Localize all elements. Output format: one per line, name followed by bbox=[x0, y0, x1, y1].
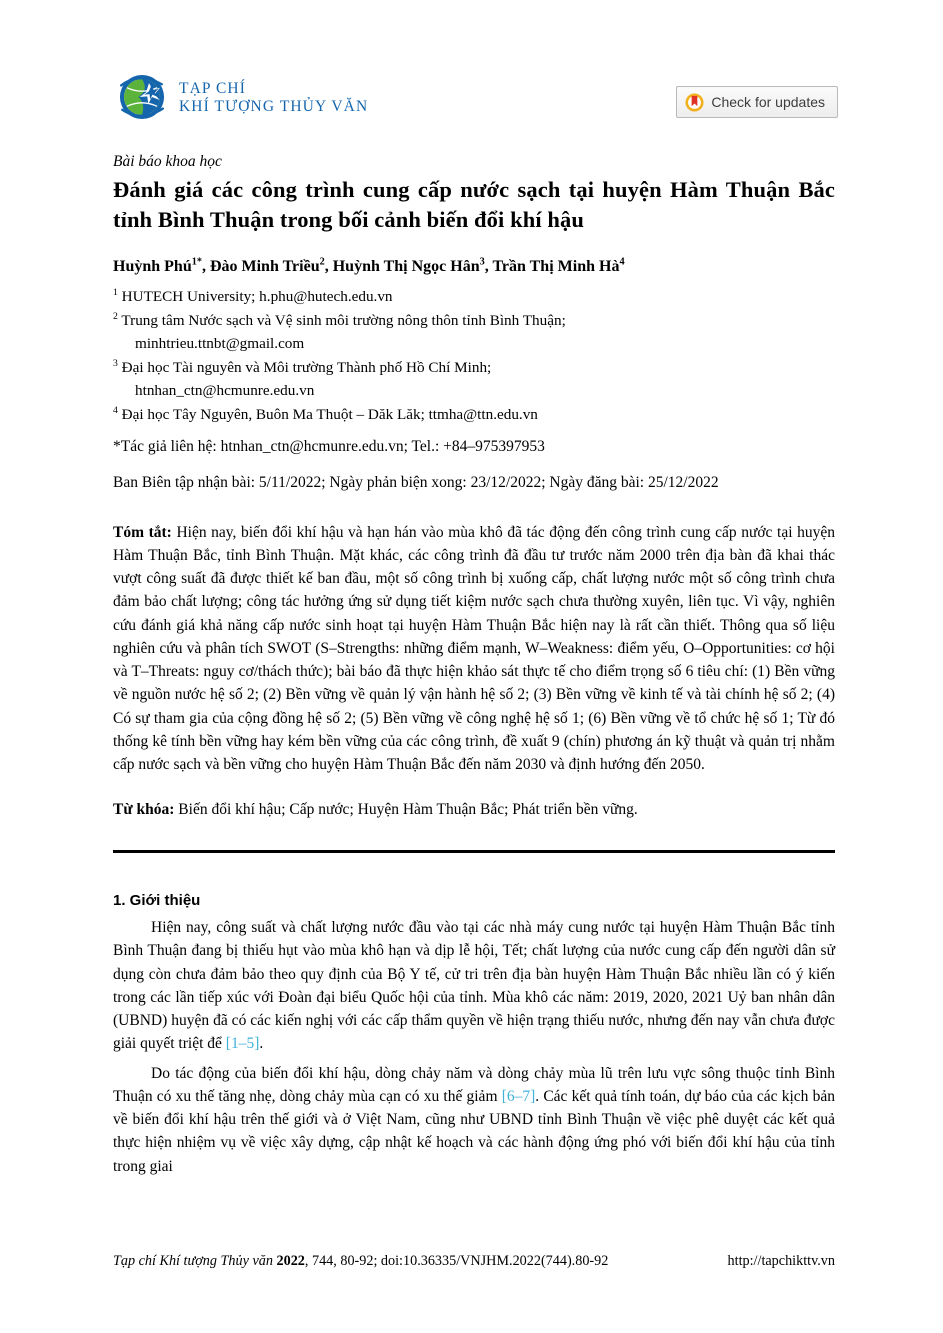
page-footer bbox=[113, 1253, 835, 1270]
affiliation-2-text: Trung tâm Nước sạch và Vệ sinh môi trường nông thôn tỉnh Bình Thuận; bbox=[121, 311, 566, 329]
abstract-text: Hiện nay, biến đổi khí hậu và hạn hán vào mùa khô đã tác động đến công trình cung cấp nước tại huyện Hàm Thuận Bắc, tỉnh Bình Thuận. Mặt khác, các công trình đã đầu tư trước năm 2000 trên địa bàn đã khai thác vượt công suất đã được thiết kế ban đầu, một số công trình bị xuống cấp, chất lượng nước một số công trình chưa đảm bảo chất lượng; công tác hưởng ứng sử dụng tiết kiệm nước sạch chưa thường xuyên, liên tục. Vì vậy, nghiên cứu đánh giá khả năng cấp nước sinh hoạt tại huyện Hàm Thuận Bắc hiện nay là rất cần thiết. Thông qua số liệu nghiên cứu và phân tích SWOT (S–Strengths: những điểm mạnh, W–Weakness: điểm yếu, O–Opportunities: cơ hội và T–Threats: nguy cơ/thách thức); bài báo đã thực hiện khảo sát thực tế cho điểm trọng số 6 tiêu chí: (1) Bền vững về nguồn nước hệ số 2; (2) Bền vững về quản lý vận hành hệ số 2; (3) Bền vững về kinh tế và tài chính hệ số 2; (4) Có sự tham gia của cộng đồng hệ số 2; (5) Bền vững về công nghệ hệ số 1; (6) Bền vững về tổ chức hệ số 1; Từ đó thống kê tính bền vững hay kém bền vững của các công trình, đề xuất 9 (chín) phương án kỹ thuật và quản trị nhằm cấp nước sạch và bền vững cho huyện Hàm Thuận Bắc đến năm 2030 và định hướng đến 2050. bbox=[113, 523, 835, 774]
check-for-updates-button[interactable] bbox=[676, 86, 838, 118]
intro-paragraph-1-text: Hiện nay, công suất và chất lượng nước đầu vào tại các nhà máy cung nước tại huyện Hàm Thuận Bắc tỉnh Bình Thuận đang bị thiếu hụt vào mùa khô hạn và dịp lễ hội, Tết; chất lượng của nước cung cấp đến người dân sử dụng còn chưa đảm bảo theo quy định của Bộ Y tế, cử tri trên địa bàn huyện Hàm Thuận Bắc nhiều lần có ý kiến trong các lần tiếp xúc với Đoàn đại biểu Quốc hội của tỉnh. Mùa khô các năm: 2019, 2020, 2021 Uỷ ban nhân dân (UBND) huyện đã có các kiến nghị với các cấp thẩm quyền về hiện trạng thiếu nước, nhưng đến nay vẫn chưa được giải quyết triệt để bbox=[113, 919, 835, 1053]
footer-journal-name: Tạp chí Khí tượng Thủy văn bbox=[113, 1253, 277, 1269]
author-3-marker: 3 bbox=[479, 256, 485, 268]
journal-name-line1: TẠP CHÍ bbox=[179, 79, 246, 97]
title-line-2: Thuận Bắc tỉnh Bình Thuận trong bối cảnh biến đổi khí hậu bbox=[113, 177, 835, 233]
corresponding-author: *Tác giả liên hệ: htnhan_ctn@hcmunre.edu.vn; Tel.: +84–975397953 bbox=[113, 438, 545, 456]
affiliation-4-marker: 4 bbox=[113, 404, 118, 416]
affiliation-3 bbox=[113, 357, 835, 379]
section-heading-introduction: 1. Giới thiệu bbox=[113, 891, 201, 909]
footer-citation bbox=[113, 1253, 608, 1270]
abstract bbox=[113, 521, 835, 777]
affiliation-2 bbox=[113, 310, 835, 332]
journal-brand bbox=[113, 68, 368, 126]
footer-year: 2022 bbox=[276, 1253, 305, 1269]
affiliation-1-text: HUTECH University; h.phu@hutech.edu.vn bbox=[121, 288, 393, 306]
intro-paragraph-1-tail: . bbox=[259, 1035, 264, 1053]
author-4-name: Trần Thị Minh Hà bbox=[492, 258, 620, 276]
journal-name-line2: KHÍ TƯỢNG THỦY VĂN bbox=[179, 98, 369, 115]
affiliation-3-email: htnhan_ctn@hcmunre.edu.vn bbox=[135, 382, 315, 400]
author-sep-3: , bbox=[484, 258, 493, 276]
author-3-name: Huỳnh Thị Ngọc Hân bbox=[332, 258, 480, 276]
globe-logo-icon bbox=[113, 68, 171, 126]
page-title bbox=[113, 175, 835, 235]
author-1-name: Huỳnh Phú bbox=[113, 258, 192, 276]
keywords-text: Biến đổi khí hậu; Cấp nước; Huyện Hàm Thuận Bắc; Phát triển bền vững. bbox=[174, 801, 638, 819]
intro-paragraph-1 bbox=[113, 916, 835, 1056]
journal-name bbox=[179, 78, 368, 117]
abstract-label: Tóm tắt: bbox=[113, 523, 172, 541]
intro-paragraph-2 bbox=[113, 1062, 835, 1178]
affiliation-4 bbox=[113, 404, 835, 426]
author-4-marker: 4 bbox=[619, 256, 625, 268]
article-type-kicker: Bài báo khoa học bbox=[113, 153, 222, 170]
author-1-marker: 1* bbox=[191, 256, 202, 268]
intro-paragraph-2-tail: . Các kết quả tính toán, dự báo của các kịch bản về biến đổi khí hậu trên thế giới và ở Việt Nam, cũng như UBND tỉnh Bình Thuận về việc phê duyệt các kết quả thực hiện nhiệm vụ về việc xây dựng, cập nhật kế hoạch và các hành động ứng phó với biến đổi khí hậu của tỉnh trong giai bbox=[113, 1087, 835, 1175]
citation-link-6-7[interactable]: [6–7] bbox=[501, 1087, 536, 1105]
section-divider bbox=[113, 850, 835, 853]
crossmark-badge-icon bbox=[685, 93, 704, 112]
keywords-label: Từ khóa: bbox=[113, 801, 175, 819]
author-sep-2: , bbox=[324, 258, 333, 276]
keywords bbox=[113, 798, 835, 821]
affiliation-2-marker: 2 bbox=[113, 310, 118, 322]
author-sep-1: , bbox=[201, 258, 210, 276]
footer-url[interactable]: http://tapchikttv.vn bbox=[727, 1253, 835, 1269]
affiliation-1-marker: 1 bbox=[113, 286, 118, 298]
publication-dates: Ban Biên tập nhận bài: 5/11/2022; Ngày phản biện xong: 23/12/2022; Ngày đăng bài: 25/12/2022 bbox=[113, 474, 719, 492]
author-list bbox=[113, 257, 835, 278]
affiliation-2-email: minhtrieu.ttnbt@gmail.com bbox=[135, 335, 305, 353]
affiliation-3-text: Đại học Tài nguyên và Môi trường Thành phố Hồ Chí Minh; bbox=[121, 358, 492, 376]
affiliation-3-marker: 3 bbox=[113, 357, 118, 369]
author-2-name: Đào Minh Triều bbox=[209, 258, 320, 276]
footer-volume-doi: , 744, 80-92; doi:10.36335/VNJHM.2022(744).80-92 bbox=[304, 1253, 609, 1269]
affiliation-1 bbox=[113, 286, 835, 308]
intro-paragraph-2-text: Do tác động của biến đổi khí hậu, dòng chảy năm và dòng chảy mùa lũ trên lưu vực sông thuộc tỉnh Bình Thuận có xu thế tăng nhẹ, dòng chảy mùa cạn có xu thế giảm bbox=[113, 1064, 835, 1105]
author-2-marker: 2 bbox=[319, 256, 325, 268]
article-content bbox=[113, 152, 835, 1178]
citation-link-1-5[interactable]: [1–5] bbox=[225, 1035, 260, 1053]
page-header bbox=[0, 68, 943, 144]
title-line-1: Đánh giá các công trình cung cấp nước sạch tại huyện Hàm bbox=[113, 177, 718, 203]
check-for-updates-label: Check for updates bbox=[711, 94, 825, 110]
affiliation-4-text: Đại học Tây Nguyên, Buôn Ma Thuột – Dăk Lăk; ttmha@ttn.edu.vn bbox=[121, 405, 538, 423]
